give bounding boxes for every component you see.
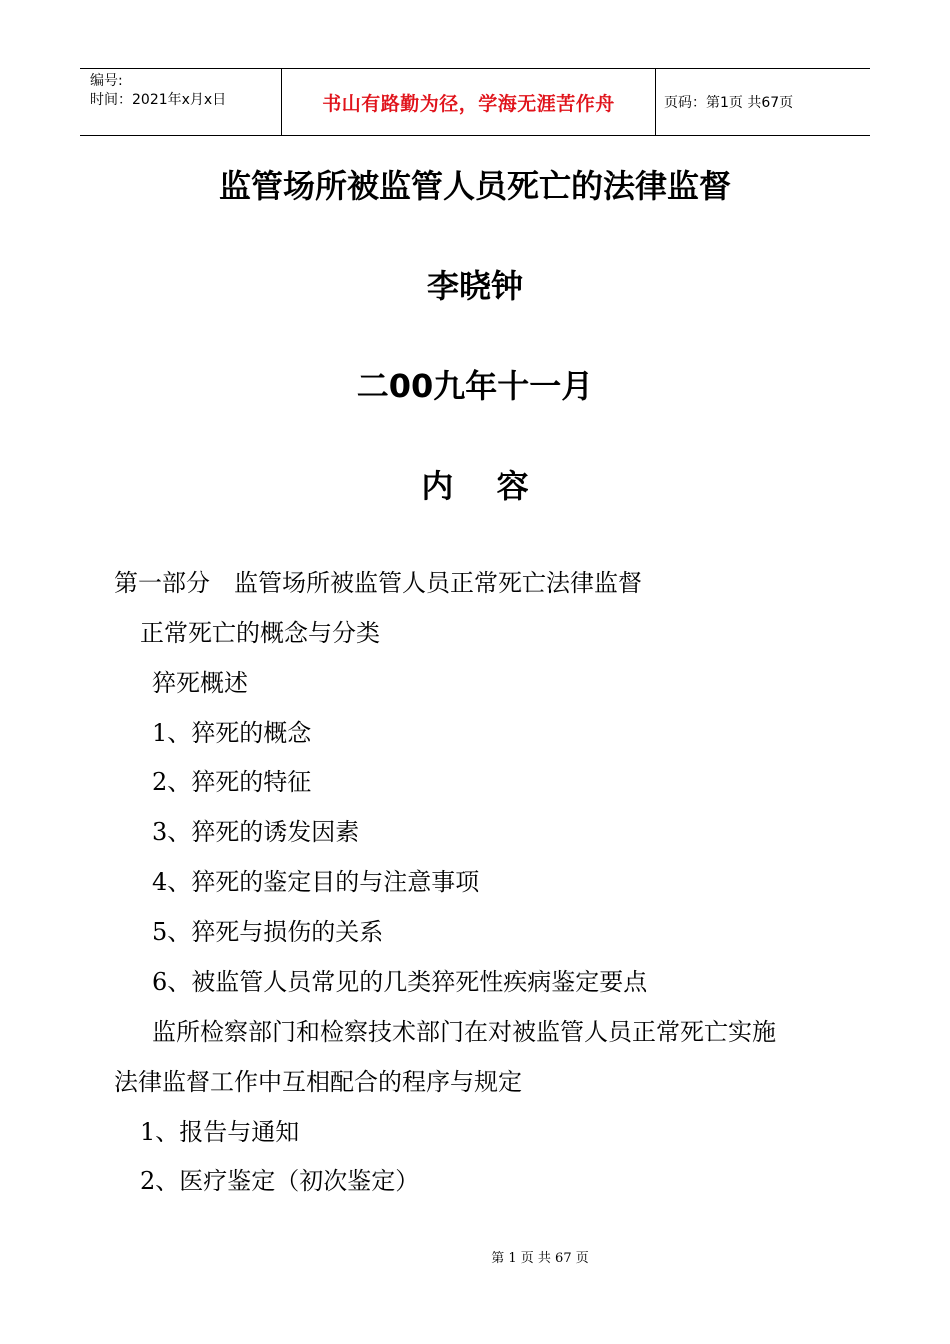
toc-item: 正常死亡的概念与分类	[140, 619, 380, 647]
document-title: 监管场所被监管人员死亡的法律监督	[218, 167, 731, 205]
page-footer: 第 1 页 共 67 页	[491, 1251, 589, 1266]
author-name: 李晓钟	[426, 267, 523, 305]
document-date: 二00九年十一月	[356, 367, 594, 405]
toc-item: 1、报告与通知	[140, 1118, 300, 1146]
toc-item: 4、猝死的鉴定目的与注意事项	[152, 868, 480, 896]
header-motto-cell	[282, 69, 656, 135]
toc-item: 6、被监管人员常见的几类猝死性疾病鉴定要点	[152, 968, 648, 996]
toc-item: 猝死概述	[152, 669, 248, 697]
date-label: 时间：2021年x月x日	[90, 92, 227, 108]
header-page-cell	[656, 69, 870, 135]
toc-item: 法律监督工作中互相配合的程序与规定	[114, 1068, 522, 1096]
toc-item: 5、猝死与损伤的关系	[152, 918, 384, 946]
page-header	[80, 68, 870, 136]
header-meta-cell	[80, 69, 282, 135]
toc-item: 1、猝死的概念	[152, 719, 312, 747]
contents-heading: 内 容	[421, 467, 545, 505]
toc-item: 2、猝死的特征	[152, 768, 312, 796]
page-info: 页码：第1页 共67页	[664, 95, 794, 111]
motto-text: 书山有路勤为径，学海无涯苦作舟	[322, 92, 615, 115]
toc-item: 第一部分 监管场所被监管人员正常死亡法律监督	[114, 569, 642, 597]
number-label: 编号:	[90, 73, 123, 89]
toc-item: 3、猝死的诱发因素	[152, 818, 360, 846]
toc-item: 监所检察部门和检察技术部门在对被监管人员正常死亡实施	[152, 1018, 776, 1046]
toc-item: 2、医疗鉴定（初次鉴定）	[140, 1167, 420, 1195]
